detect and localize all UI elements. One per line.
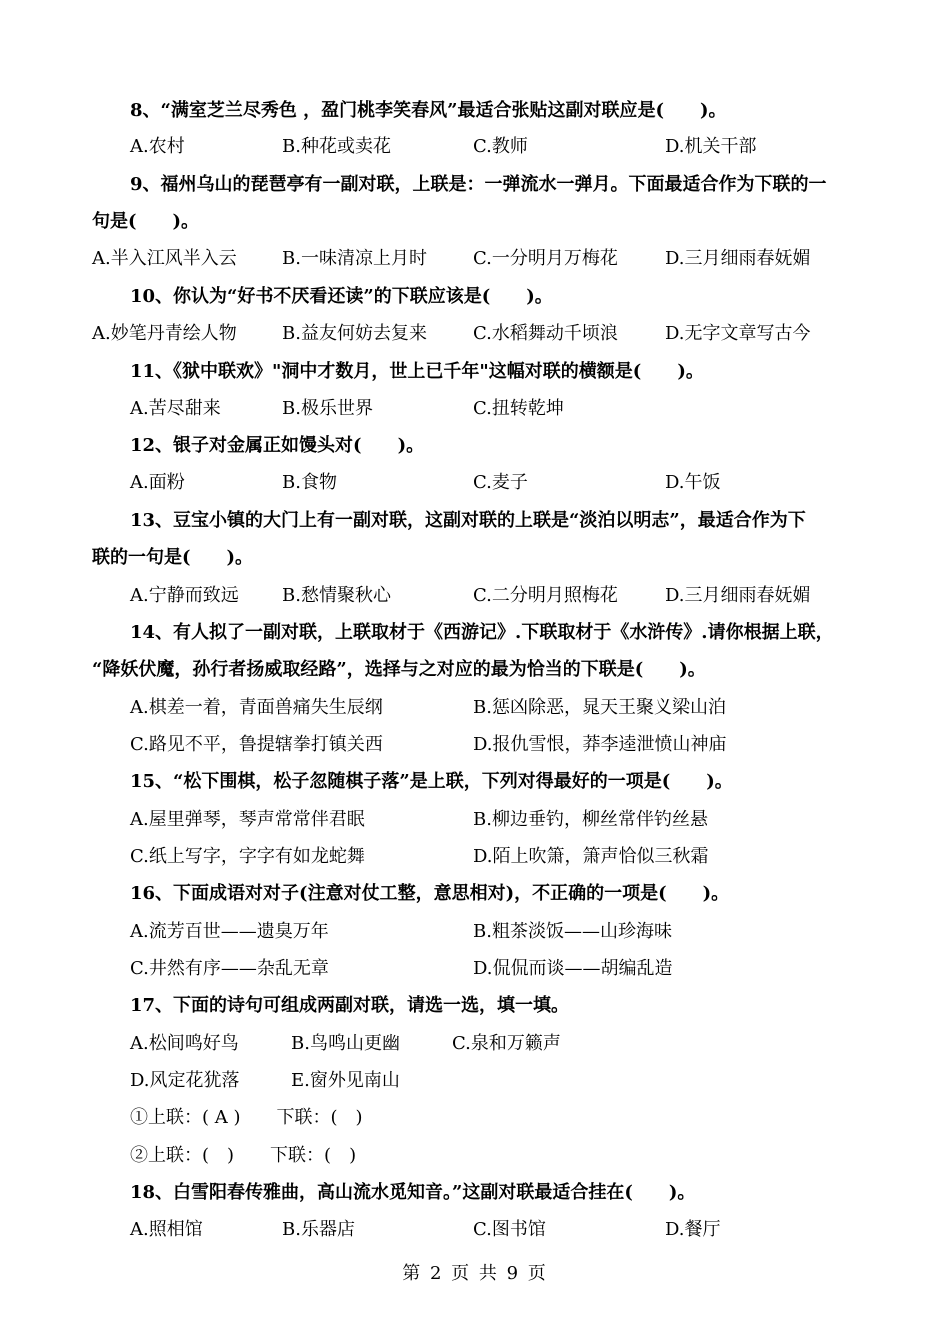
option-17b: B.鸟鸣山更幽	[291, 1033, 400, 1054]
question-16: 16、下面成语对对子(注意对仗工整，意思相对)，不正确的一项是( )。	[130, 883, 730, 904]
option-8d: D.机关干部	[665, 136, 757, 157]
option-11c: C.扭转乾坤	[473, 398, 564, 419]
option-18c: C.图书馆	[473, 1219, 546, 1240]
question-14-line1: 14、有人拟了一副对联，上联取材于《西游记》.下联取材于《水浒传》.请你根据上联，	[130, 622, 834, 643]
option-12a: A.面粉	[130, 472, 185, 493]
option-14b: B.惩凶除恶，晁天王聚义梁山泊	[473, 697, 726, 718]
question-18: 18、白雪阳春传雅曲，高山流水觅知音。”这副对联最适合挂在( )。	[130, 1182, 696, 1203]
option-14c: C.路见不平，鲁提辖拳打镇关西	[130, 734, 383, 755]
option-8a: A.农村	[130, 136, 185, 157]
question-9-line1: 9、福州乌山的琵琶亭有一副对联，上联是：一弹流水一弹月。下面最适合作为下联的一	[130, 174, 827, 195]
question-8: 8、“满室芝兰尽秀色 ，盈门桃李笑春风”最适合张贴这副对联应是( )。	[130, 100, 727, 121]
option-8b: B.种花或卖花	[282, 136, 391, 157]
option-13d: D.三月细雨春妩媚	[665, 585, 811, 606]
option-17c: C.泉和万籁声	[452, 1033, 561, 1054]
option-10a: A.妙笔丹青绘人物	[92, 323, 237, 344]
option-8c: C.教师	[473, 136, 528, 157]
option-12d: D.午饭	[665, 472, 721, 493]
option-11b: B.极乐世界	[282, 398, 373, 419]
option-15c: C.纸上写字，字字有如龙蛇舞	[130, 846, 365, 867]
option-18b: B.乐器店	[282, 1219, 355, 1240]
option-14d: D.报仇雪恨，莽李逵泄愤山神庙	[473, 734, 727, 755]
option-9c: C.一分明月万梅花	[473, 248, 618, 269]
option-13c: C.二分明月照梅花	[473, 585, 618, 606]
option-16d: D.侃侃而谈——胡编乱造	[473, 958, 673, 979]
question-17: 17、下面的诗句可组成两副对联，请选一选，填一填。	[130, 995, 570, 1016]
option-13b: B.愁情聚秋心	[282, 585, 391, 606]
page-footer: 第 2 页 共 9 页	[402, 1263, 548, 1284]
option-10b: B.益友何妨去复来	[282, 323, 427, 344]
option-18d: D.餐厅	[665, 1219, 721, 1240]
option-16c: C.井然有序——杂乱无章	[130, 958, 329, 979]
option-15a: A.屋里弹琴，琴声常常伴君眠	[130, 809, 365, 830]
option-16b: B.粗茶淡饭——山珍海味	[473, 921, 672, 942]
option-12b: B.食物	[282, 472, 337, 493]
fill-blank-1[interactable]: ①上联：( A ) 下联：( )	[130, 1107, 363, 1128]
question-15: 15、“松下围棋，松子忽随棋子落”是上联，下列对得最好的一项是( )。	[130, 771, 733, 792]
question-10: 10、你认为“好书不厌看还读”的下联应该是( )。	[130, 286, 553, 307]
option-17e: E.窗外见南山	[291, 1070, 400, 1091]
option-9b: B.一味清凉上月时	[282, 248, 427, 269]
fill-blank-2[interactable]: ②上联：( ) 下联：( )	[130, 1145, 357, 1166]
option-18a: A.照相馆	[130, 1219, 203, 1240]
option-9d: D.三月细雨春妩媚	[665, 248, 811, 269]
option-17d: D.风定花犹落	[130, 1070, 240, 1091]
option-10d: D.无字文章写古今	[665, 323, 811, 344]
option-17a: A.松间鸣好鸟	[130, 1033, 239, 1054]
option-11a: A.苦尽甜来	[130, 398, 221, 419]
option-13a: A.宁静而致远	[130, 585, 239, 606]
question-14-line2: “降妖伏魔，孙行者扬威取经路”，选择与之对应的最为恰当的下联是( )。	[92, 659, 706, 680]
option-15d: D.陌上吹箫，箫声恰似三秋霜	[473, 846, 709, 867]
option-9a: A.半入江风半入云	[92, 248, 237, 269]
option-10c: C.水稻舞动千顷浪	[473, 323, 618, 344]
option-16a: A.流芳百世——遗臭万年	[130, 921, 329, 942]
option-12c: C.麦子	[473, 472, 528, 493]
option-15b: B.柳边垂钓，柳丝常伴钓丝悬	[473, 809, 708, 830]
question-11: 11、《狱中联欢》"洞中才数月，世上已千年"这幅对联的横额是( )。	[130, 361, 704, 382]
question-9-line2: 句是( )。	[92, 211, 200, 232]
question-13-line2: 联的一句是( )。	[92, 547, 254, 568]
question-13-line1: 13、豆宝小镇的大门上有一副对联，这副对联的上联是“淡泊以明志”，最适合作为下	[130, 510, 806, 531]
option-14a: A.棋差一着，青面兽痛失生辰纲	[130, 697, 383, 718]
question-12: 12、银子对金属正如馒头对( )。	[130, 435, 425, 456]
